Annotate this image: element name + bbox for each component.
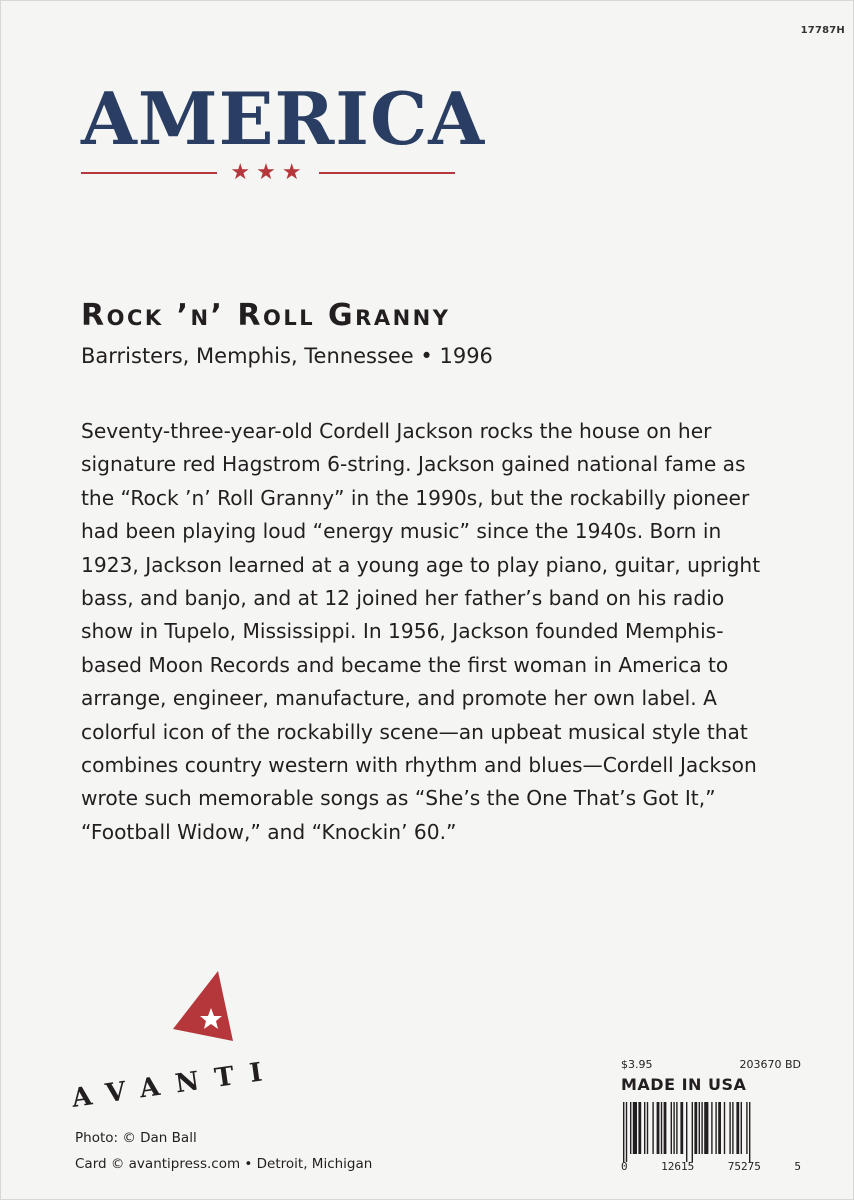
description-line: wrote such memorable songs as “She’s the One That’s Got It,” bbox=[81, 786, 716, 811]
barcode-bar bbox=[715, 1102, 716, 1154]
product-code: 203670 BD bbox=[739, 1058, 801, 1071]
description-line: combines country western with rhythm and blues—Cordell Jackson bbox=[81, 753, 757, 778]
avanti-logo-graphic bbox=[63, 969, 313, 1119]
barcode-bar bbox=[746, 1102, 747, 1154]
description-line: had been playing loud “energy music” since the 1940s. Born in bbox=[81, 519, 722, 544]
barcode-bar bbox=[741, 1102, 742, 1154]
barcode-bar bbox=[647, 1102, 648, 1154]
barcode-bar bbox=[671, 1102, 672, 1154]
barcode-bar bbox=[701, 1102, 702, 1154]
barcode-bar bbox=[729, 1102, 730, 1154]
made-in-label: MADE IN USA bbox=[621, 1075, 747, 1094]
barcode-bar bbox=[732, 1102, 733, 1154]
card-title: Rock ’n’ Roll Granny bbox=[81, 298, 451, 333]
barcode-bar bbox=[711, 1102, 712, 1154]
barcode-bar bbox=[718, 1102, 721, 1154]
barcode-bar bbox=[724, 1102, 725, 1154]
description-line: Seventy-three-year-old Cordell Jackson rocks the house on her bbox=[81, 419, 712, 443]
barcode-bar bbox=[633, 1102, 637, 1154]
barcode-bar bbox=[644, 1102, 645, 1154]
barcode-bar bbox=[694, 1102, 697, 1154]
avanti-wordmark: AVANTI bbox=[69, 1055, 280, 1114]
barcode-bar bbox=[638, 1102, 641, 1154]
photo-credit: Photo: © Dan Ball bbox=[75, 1130, 197, 1146]
stars-icon: ★★★ bbox=[230, 160, 308, 185]
barcode-bar bbox=[676, 1102, 677, 1154]
price-row bbox=[621, 1058, 801, 1071]
description-line: “Football Widow,” and “Knockin’ 60.” bbox=[81, 819, 457, 844]
logo-rule-left bbox=[81, 172, 217, 174]
description-line: colorful icon of the rockabilly scene—an upbeat musical style that bbox=[81, 719, 748, 744]
price-box bbox=[621, 1058, 801, 1173]
card-description bbox=[81, 415, 781, 849]
barcode-bar bbox=[686, 1102, 687, 1162]
description-line: arrange, engineer, manufacture, and promote her own label. A bbox=[81, 686, 717, 711]
logo-divider bbox=[81, 161, 455, 185]
sku-code: 17787H bbox=[800, 25, 845, 36]
barcode-digit-group: 5 bbox=[794, 1160, 801, 1173]
logo-rule-right bbox=[319, 172, 455, 174]
avanti-logo bbox=[63, 969, 313, 1119]
barcode-digits bbox=[621, 1160, 801, 1173]
barcode-icon bbox=[621, 1102, 801, 1162]
barcode-bar bbox=[657, 1102, 660, 1154]
barcode-digit-group: 0 bbox=[621, 1160, 628, 1173]
barcode-bar bbox=[673, 1102, 674, 1154]
description-line: bass, and banjo, and at 12 joined her father’s band on his radio bbox=[81, 586, 725, 611]
description-line: show in Tupelo, Mississippi. In 1956, Jackson founded Memphis- bbox=[81, 619, 724, 644]
barcode-bar bbox=[630, 1102, 631, 1154]
barcode-digit-group: 12615 bbox=[661, 1160, 695, 1173]
barcode-bar bbox=[704, 1102, 708, 1154]
card-credit: Card © avantipress.com • Detroit, Michigan bbox=[75, 1156, 373, 1172]
description-line: based Moon Records and became the first woman in America to bbox=[81, 652, 729, 677]
barcode-bar bbox=[699, 1102, 700, 1154]
description-line: 1923, Jackson learned at a young age to play piano, guitar, upright bbox=[81, 552, 761, 577]
barcode-bar bbox=[626, 1102, 627, 1162]
card-subtitle: Barristers, Memphis, Tennessee • 1996 bbox=[81, 344, 493, 368]
description-line: signature red Hagstrom 6-string. Jackson gained national fame as bbox=[81, 452, 746, 477]
barcode-bar bbox=[736, 1102, 739, 1154]
barcode-bar bbox=[692, 1102, 693, 1162]
barcode-bar bbox=[661, 1102, 662, 1154]
barcode-bar bbox=[623, 1102, 624, 1162]
description-line: the “Rock ’n’ Roll Granny” in the 1990s, but the rockabilly pioneer bbox=[81, 485, 750, 510]
avanti-triangle-icon bbox=[173, 971, 233, 1041]
america-logo bbox=[81, 76, 486, 185]
barcode-bar bbox=[652, 1102, 653, 1154]
america-logo-text: AMERICA bbox=[81, 76, 486, 161]
barcode-bar bbox=[680, 1102, 683, 1154]
barcode-digit-group: 75275 bbox=[727, 1160, 761, 1173]
credits bbox=[75, 1125, 372, 1177]
barcode-bar bbox=[749, 1102, 750, 1162]
barcode-bar bbox=[664, 1102, 667, 1154]
price: $3.95 bbox=[621, 1058, 653, 1071]
